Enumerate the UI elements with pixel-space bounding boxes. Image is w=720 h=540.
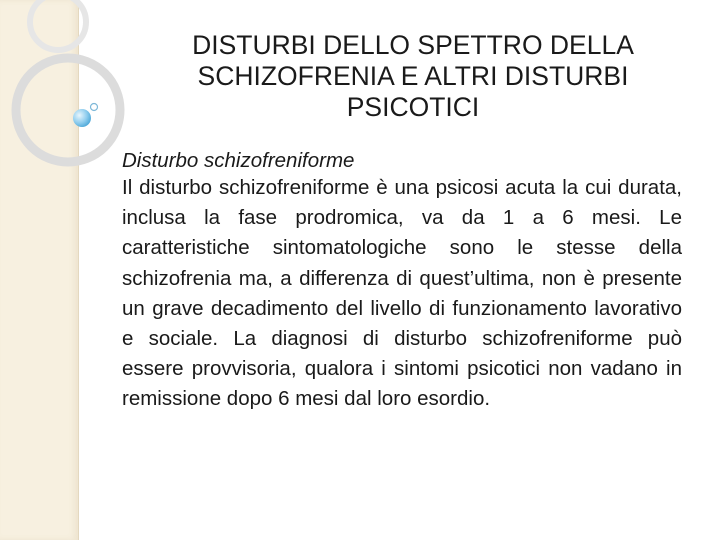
title-line-1: DISTURBI DELLO SPETTRO DELLA (192, 30, 634, 60)
small-ring-decoration (30, 0, 86, 50)
blue-bubble-decoration (73, 109, 91, 127)
body-paragraph: Il disturbo schizofreniforme è una psicosi acuta la cui durata, inclusa la fase prodromica, va da 1 a 6 mesi. Le caratteristiche sintomatologiche sono le stesse della schizofrenia ma, a differenza di quest’ultima, non è presente un grave decadimento del livello di funzionamento lavorativo e sociale. La diagnosi di disturbo schizofreniforme può essere provvisoria, qualora i sintomi psicotici non vadano in remissione dopo 6 mesi dal loro esordio. (122, 176, 682, 411)
large-ring-decoration (16, 58, 120, 162)
title-line-3: PSICOTICI (346, 92, 480, 122)
title-line-2: SCHIZOFRENIA E ALTRI DISTURBI (197, 61, 629, 91)
small-bubble-decoration (91, 104, 98, 111)
slide-title (118, 30, 708, 123)
section-subtitle: Disturbo schizofreniforme (122, 149, 355, 172)
